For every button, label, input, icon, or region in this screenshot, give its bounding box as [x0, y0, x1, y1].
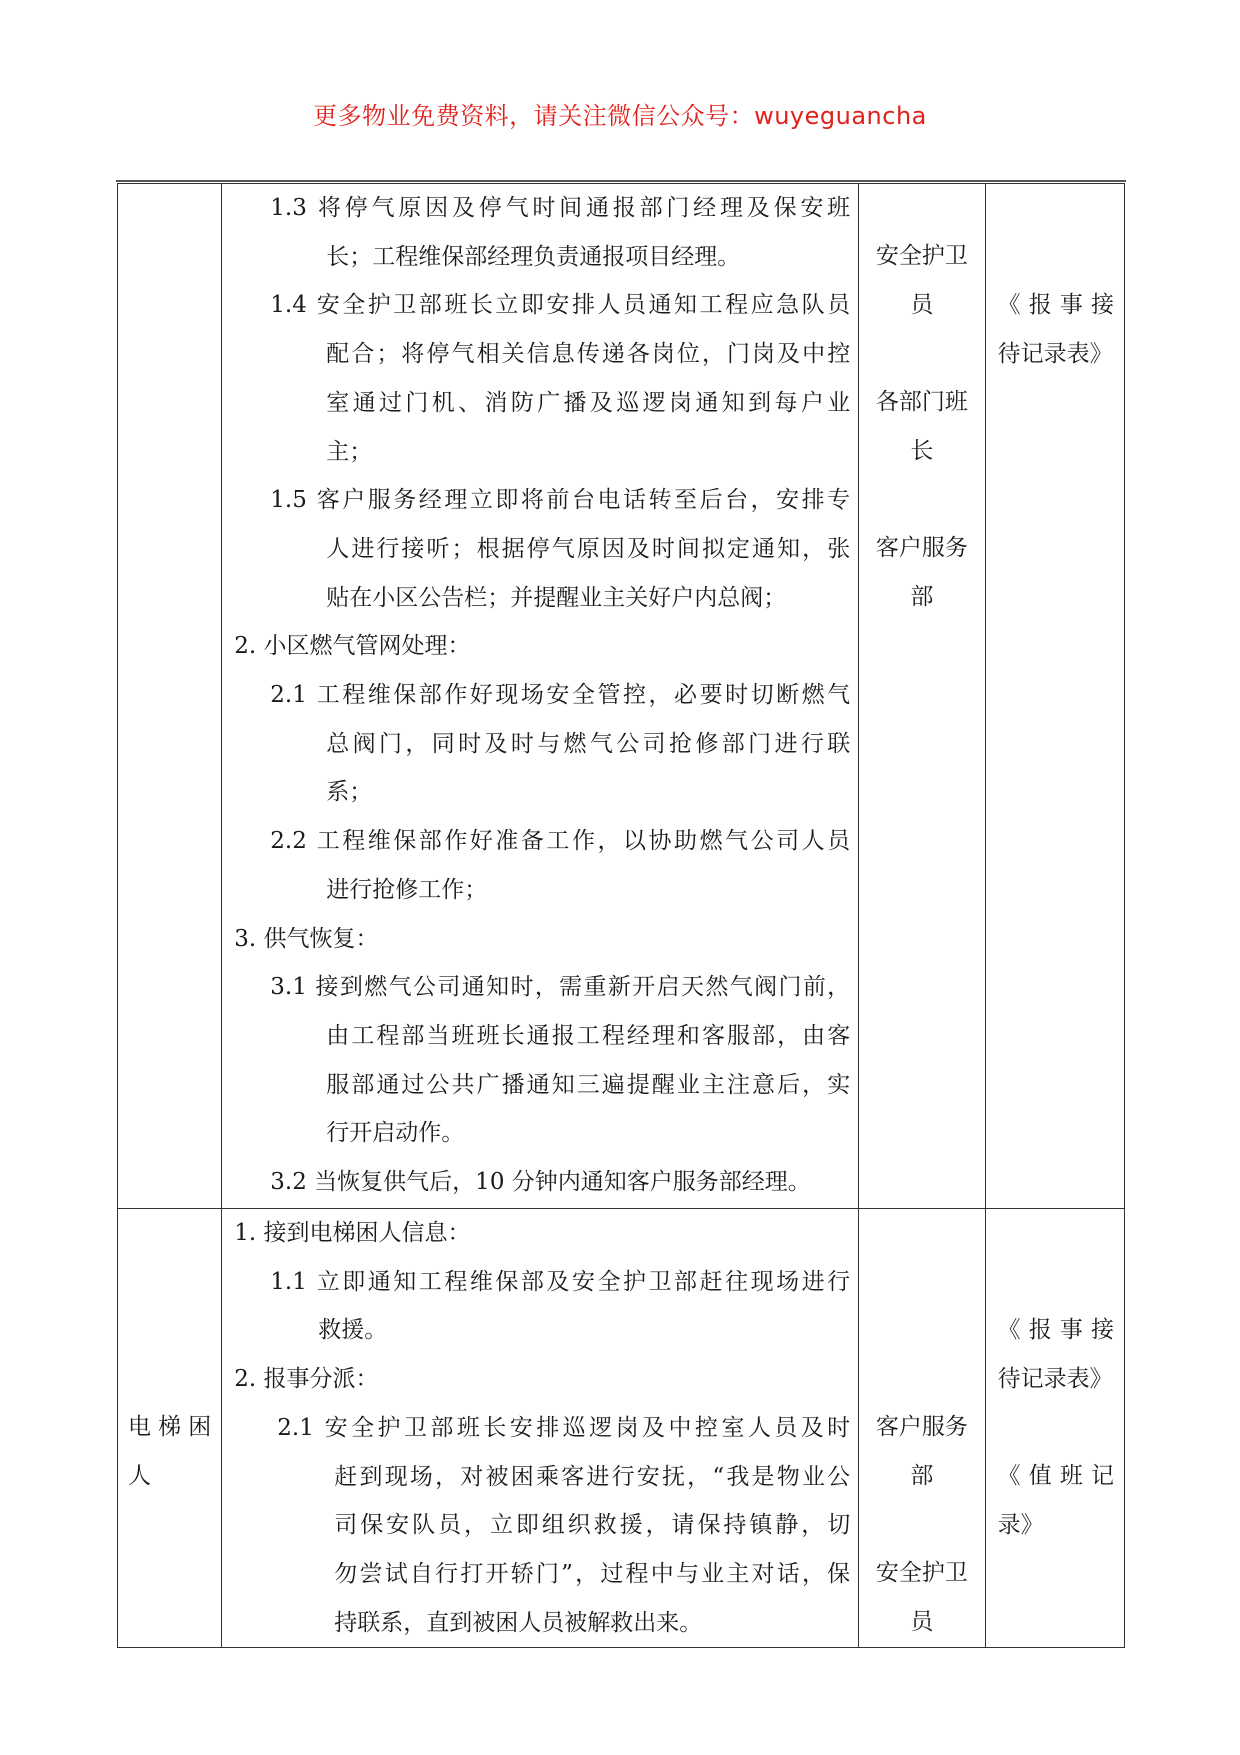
responsible-line: 长: [910, 437, 934, 464]
responsible-line: 员: [910, 1608, 934, 1635]
procedure-line: 2.2 工程维保部作好准备工作，以协助燃气公司人员: [270, 828, 851, 855]
responsible-line: 安全护卫: [875, 1560, 968, 1587]
category-line: 人: [128, 1462, 151, 1489]
procedure-line: 1.3 将停气原因及停气时间通报部门经理及保安班: [270, 195, 851, 221]
record-line: 待记录表》: [997, 1365, 1113, 1392]
responsible-line: 各部门班: [875, 389, 968, 416]
responsible-line: 客户服务: [875, 535, 968, 562]
procedure-cell: [222, 184, 859, 1209]
procedure-table: [117, 183, 1125, 1648]
procedure-line: 2.1 工程维保部作好现场安全管控，必要时切断燃气: [270, 682, 851, 709]
record-line: 录》: [997, 1511, 1044, 1538]
procedure-line: 救援。: [318, 1317, 388, 1344]
promo-banner: 更多物业免费资料，请关注微信公众号：wuyeguancha: [313, 102, 927, 130]
record-line: 《报事接: [997, 292, 1114, 318]
responsible-line: 部: [910, 583, 934, 610]
table-top-rule: [116, 180, 1126, 182]
procedure-line: 3.2 当恢复供气后，10 分钟内通知客户服务部经理。: [270, 1169, 811, 1196]
procedure-line: 行开启动作。: [326, 1120, 465, 1147]
procedure-line: 3.1 接到燃气公司通知时，需重新开启天然气阀门前，: [270, 974, 851, 1001]
category-line: 电梯困: [128, 1414, 212, 1440]
procedure-line: 司保安队员，立即组织救援，请保持镇静，切: [334, 1512, 851, 1539]
record-line: 待记录表》: [997, 340, 1113, 367]
table-row: [118, 184, 1125, 1209]
procedure-line: 室通过门机、消防广播及巡逻岗通知到每户业: [326, 389, 851, 416]
record-line: 《值班记: [997, 1463, 1114, 1490]
procedure-line: 勿尝试自行打开轿门”，过程中与业主对话，保: [334, 1560, 851, 1587]
procedure-line: 进行抢修工作；: [326, 876, 488, 903]
procedure-line: 2. 小区燃气管网处理：: [234, 633, 471, 660]
procedure-line: 系；: [326, 779, 373, 806]
record-cell: [985, 184, 1124, 1209]
procedure-line: 由工程部当班班长通报工程经理和客服部，由客: [326, 1022, 851, 1049]
procedure-line: 2.1 安全护卫部班长安排巡逻岗及中控室人员及时: [277, 1414, 851, 1441]
category-cell: [118, 1209, 222, 1648]
record-cell: [985, 1209, 1124, 1648]
procedure-line: 3. 供气恢复：: [234, 925, 379, 952]
procedure-line: 1. 接到电梯困人信息：: [234, 1220, 471, 1246]
responsible-line: 客户服务: [875, 1414, 968, 1440]
procedure-line: 总阀门，同时及时与燃气公司抢修部门进行联: [326, 730, 851, 757]
procedure-line: 长；工程维保部经理负责通报项目经理。: [326, 243, 741, 270]
category-cell: [118, 184, 222, 1209]
procedure-line: 配合；将停气相关信息传递各岗位，门岗及中控: [326, 341, 851, 368]
table-row: [118, 1209, 1125, 1648]
procedure-line: 2. 报事分派：: [234, 1366, 379, 1393]
procedure-line: 贴在小区公告栏；并提醒业主关好户内总阀；: [326, 584, 787, 611]
procedure-line: 1.1 立即通知工程维保部及安全护卫部赶往现场进行: [270, 1268, 851, 1295]
procedure-line: 主；: [326, 438, 373, 465]
responsible-line: 员: [910, 291, 934, 318]
record-line: 《报事接: [997, 1317, 1114, 1343]
procedure-line: 1.5 客户服务经理立即将前台电话转至后台，安排专: [270, 487, 851, 514]
responsible-line: 安全护卫: [875, 243, 968, 269]
responsible-cell: [859, 184, 985, 1209]
procedure-cell: [222, 1209, 859, 1648]
procedure-line: 服部通过公共广播通知三遍提醒业主注意后，实: [326, 1071, 851, 1098]
procedure-line: 赶到现场，对被困乘客进行安抚，“我是物业公: [334, 1463, 851, 1490]
procedure-line: 持联系，直到被困人员被解救出来。: [334, 1609, 703, 1636]
procedure-line: 人进行接听；根据停气原因及时间拟定通知，张: [326, 535, 851, 562]
procedure-line: 1.4 安全护卫部班长立即安排人员通知工程应急队员: [270, 292, 851, 319]
responsible-cell: [859, 1209, 985, 1648]
responsible-line: 部: [910, 1462, 934, 1489]
